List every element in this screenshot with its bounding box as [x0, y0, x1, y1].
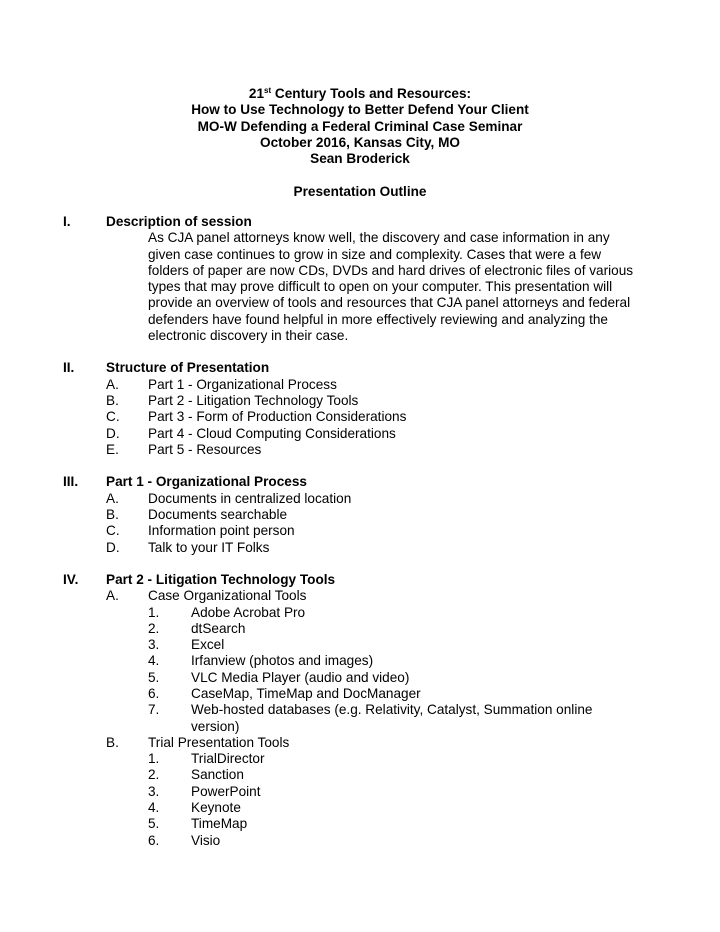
section-organizational-process	[0, 474, 720, 555]
sub-item-number: 5.	[148, 669, 160, 685]
outline-heading: Presentation Outline	[293, 183, 427, 199]
sub-item	[0, 686, 720, 702]
sub-item	[0, 621, 720, 637]
item-letter: D.	[106, 539, 120, 555]
item-text: Part 1 - Organizational Process	[148, 376, 337, 392]
sub-item-number: 3.	[148, 637, 160, 653]
item-letter: A.	[106, 490, 119, 506]
sub-item-text: Visio	[191, 832, 221, 848]
sub-item-text: CaseMap, TimeMap and DocManager	[191, 686, 421, 701]
sub-item-number: 6.	[148, 832, 160, 848]
seminar-name: MO-W Defending a Federal Criminal Case Seminar	[197, 118, 523, 134]
sub-item	[0, 751, 720, 767]
document-title: 21st Century Tools and Resources:	[248, 86, 472, 101]
outline-item	[0, 491, 720, 507]
sub-item-number: 6.	[148, 686, 160, 701]
item-letter: A.	[106, 376, 119, 392]
section-title: Structure of Presentation	[106, 360, 270, 376]
sub-item-text: TrialDirector	[191, 751, 265, 767]
outline-item	[0, 735, 720, 751]
sub-item-text: Sanction	[191, 767, 244, 783]
sub-item	[0, 767, 720, 783]
sub-item-number: 2.	[148, 767, 160, 783]
sub-item-number: 1.	[148, 604, 160, 620]
outline-item	[0, 523, 720, 539]
item-text: Part 4 - Cloud Computing Considerations	[148, 425, 396, 441]
item-letter: D.	[106, 425, 120, 441]
outline-item	[0, 588, 720, 604]
sub-item-text: TimeMap	[191, 816, 248, 832]
date-location: October 2016, Kansas City, MO	[260, 134, 460, 150]
sub-item	[0, 605, 720, 621]
description-line: types that may prove difficult to open on your computer. This presentation will	[148, 279, 613, 295]
section-structure	[0, 360, 720, 458]
sub-item-text: Adobe Acrobat Pro	[191, 604, 306, 620]
item-letter: B.	[106, 506, 119, 522]
sub-item	[0, 800, 720, 816]
sub-item-number: 2.	[148, 620, 160, 636]
description-line: defenders have found helpful in more effectively reviewing and analyzing the	[148, 311, 608, 327]
section-description	[0, 214, 720, 344]
sub-item	[0, 637, 720, 653]
section-litigation-tools	[0, 572, 720, 849]
sub-item-text: Keynote	[191, 800, 241, 816]
document-header	[0, 86, 720, 200]
item-text: Part 5 - Resources	[148, 441, 262, 457]
item-text: Talk to your IT Folks	[148, 539, 270, 555]
outline-item	[0, 409, 720, 425]
sub-item-number: 7.	[148, 702, 160, 718]
sub-item-text: Irfanview (photos and images)	[191, 653, 374, 669]
section-heading	[0, 360, 720, 376]
description-line: provide an overview of tools and resources that CJA panel attorneys and federal	[148, 295, 631, 311]
sub-item-number: 4.	[148, 800, 160, 816]
section-numeral: I.	[63, 214, 71, 229]
sub-item-text: Web-hosted databases (e.g. Relativity, Catalyst, Summation online	[191, 702, 593, 718]
document-subtitle: How to Use Technology to Better Defend Your Client	[191, 102, 529, 118]
outline-item	[0, 393, 720, 409]
description-line: folders of paper are now CDs, DVDs and hard drives of electronic files of various	[148, 262, 634, 278]
item-text: Part 2 - Litigation Technology Tools	[148, 393, 359, 409]
item-letter: B.	[106, 734, 119, 750]
section-title: Description of session	[106, 214, 252, 229]
item-letter: B.	[106, 393, 119, 409]
sub-item-text: PowerPoint	[191, 783, 261, 799]
section-heading	[0, 572, 720, 588]
outline-item	[0, 540, 720, 556]
section-heading	[0, 214, 720, 230]
section-numeral: IV.	[63, 571, 79, 587]
sub-item	[0, 702, 720, 735]
description-line: given case continues to grow in size and complexity. Cases that were a few	[148, 246, 602, 262]
sub-item-text: dtSearch	[191, 620, 246, 636]
sub-item-number: 5.	[148, 816, 160, 832]
presentation-outline	[0, 214, 720, 849]
item-text: Trial Presentation Tools	[148, 734, 290, 750]
sub-item-text: Excel	[191, 637, 225, 653]
item-text: Documents in centralized location	[148, 490, 352, 506]
presenter-name: Sean Broderick	[310, 151, 410, 167]
section-numeral: III.	[63, 474, 79, 490]
item-text: Part 3 - Form of Production Considerations	[148, 409, 407, 425]
item-letter: C.	[106, 523, 120, 539]
item-letter: A.	[106, 588, 119, 604]
sub-item-number: 3.	[148, 783, 160, 799]
sub-item	[0, 816, 720, 832]
sub-item-text-continued: version)	[191, 718, 240, 734]
sub-item-number: 1.	[148, 751, 160, 767]
sub-item-number: 4.	[148, 653, 160, 669]
sub-item	[0, 784, 720, 800]
outline-item	[0, 507, 720, 523]
sub-item	[0, 833, 720, 849]
section-heading	[0, 474, 720, 490]
outline-item	[0, 377, 720, 393]
section-title: Part 2 - Litigation Technology Tools	[106, 571, 336, 587]
session-description	[148, 230, 658, 344]
sub-item-text: VLC Media Player (audio and video)	[191, 669, 410, 685]
sub-item	[0, 653, 720, 669]
description-line: As CJA panel attorneys know well, the discovery and case information in any	[148, 230, 610, 246]
item-letter: E.	[106, 441, 119, 457]
item-text: Information point person	[148, 523, 295, 539]
outline-item	[0, 426, 720, 442]
outline-item	[0, 442, 720, 458]
item-text: Case Organizational Tools	[148, 588, 307, 604]
sub-item	[0, 670, 720, 686]
section-numeral: II.	[63, 360, 75, 376]
item-text: Documents searchable	[148, 506, 288, 522]
item-letter: C.	[106, 409, 120, 425]
description-line: electronic discovery in their case.	[148, 328, 349, 344]
section-title: Part 1 - Organizational Process	[106, 474, 307, 490]
